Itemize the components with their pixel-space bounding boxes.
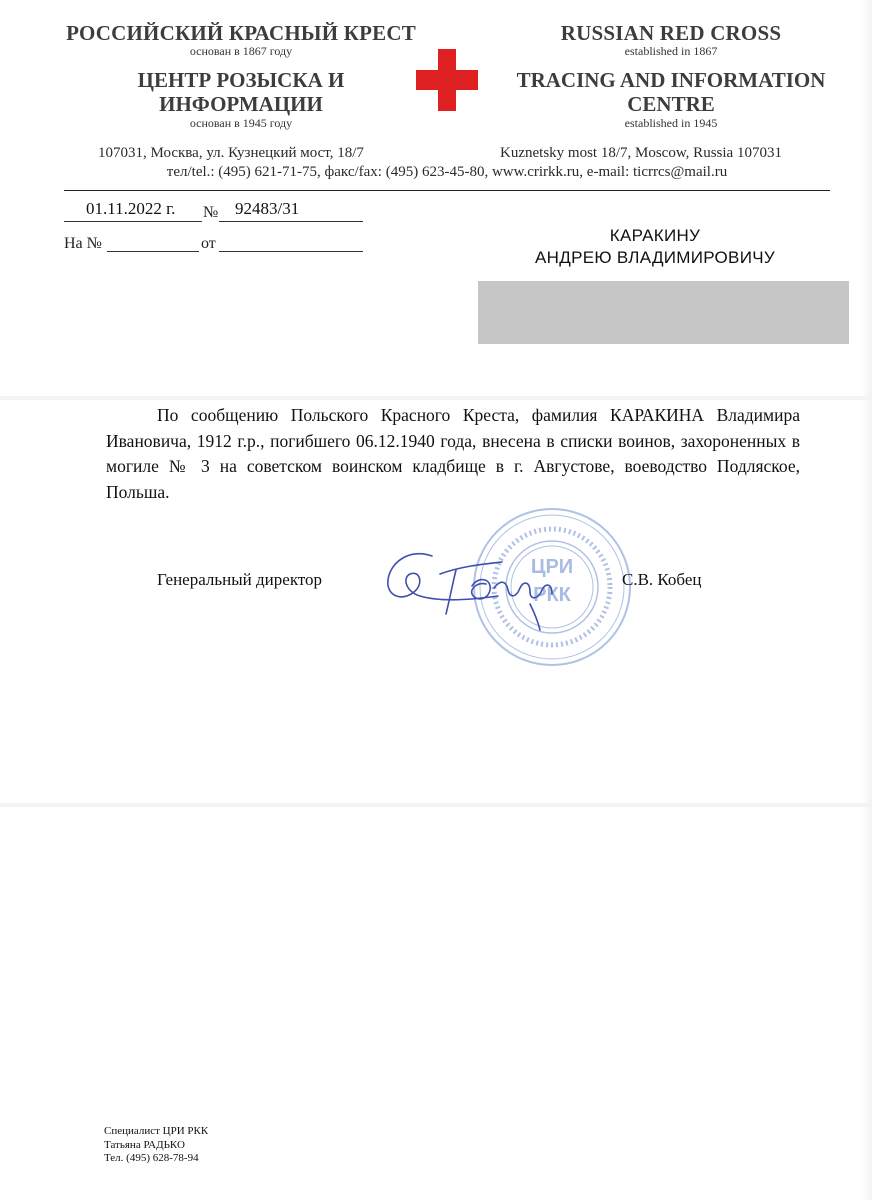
incoming-number-underline [107,251,199,252]
address-en: Kuznetsky most 18/7, Moscow, Russia 107031 [500,145,782,161]
centre-name-en-line1: TRACING AND INFORMATION [516,68,826,92]
centre-name-ru-line2: ИНФОРМАЦИИ [159,92,323,116]
signatory-name: С.В. Кобец [622,570,702,589]
redacted-address-block [478,281,849,344]
letterhead-rule [64,190,830,191]
org-name-en: RUSSIAN RED CROSS [560,21,782,45]
number-label: № [203,204,219,221]
body-paragraph: По сообщению Польского Красного Креста, фамилия КАРАКИНА Владимира Ивановича, 1912 г.р., погибшего 06.12.1940 года, внесена в списки воинов, захороненных в могиле № 3 на советском воинском кладбище в г. Августове, воеводство Подляское, Польша. [106,405,800,502]
letter-body [106,403,800,505]
centre-name-ru-line1: ЦЕНТР РОЗЫСКА И [137,68,345,92]
org-founded-en: established in 1867 [624,44,718,58]
signatory-position: Генеральный директор [157,570,323,589]
footer-block [104,1125,208,1166]
footer-phone: Тел. (495) 628-78-94 [104,1152,199,1164]
date-underline [64,221,202,222]
footer-specialist-title: Специалист ЦРИ РКК [104,1125,209,1137]
org-founded-ru: основан в 1867 году [189,44,293,58]
letter-number: 92483/31 [235,199,300,218]
number-underline [219,221,363,222]
address-ru: 107031, Москва, ул. Кузнецкий мост, 18/7 [98,145,364,161]
incoming-number-label: На № [64,235,102,252]
scan-edge-shadow [862,0,872,1200]
centre-founded-ru: основан в 1945 году [189,116,293,130]
org-name-ru: РОССИЙСКИЙ КРАСНЫЙ КРЕСТ [66,21,416,45]
recipient-surname: КАРАКИНУ [609,226,701,245]
incoming-from-underline [219,251,363,252]
stamp-text-1: ЦРИ [530,556,574,578]
incoming-from-label: от [201,235,216,252]
letter-date: 01.11.2022 г. [86,199,176,218]
footer-specialist-name: Татьяна РАДЬКО [104,1138,185,1151]
stamp-text-2: РКК [533,584,571,606]
contacts-line: тел/tel.: (495) 621-71-75, факс/fax: (495) 623-45-80, www.crirkk.ru, e-mail: ticrrcs@mail.ru [166,164,728,180]
centre-name-en-line2: CENTRE [627,92,715,116]
scan-band [0,396,872,400]
handwritten-signature [380,540,580,635]
scan-band [0,803,872,807]
recipient-given-names: АНДРЕЮ ВЛАДИМИРОВИЧУ [535,248,775,267]
centre-founded-en: established in 1945 [624,116,718,130]
